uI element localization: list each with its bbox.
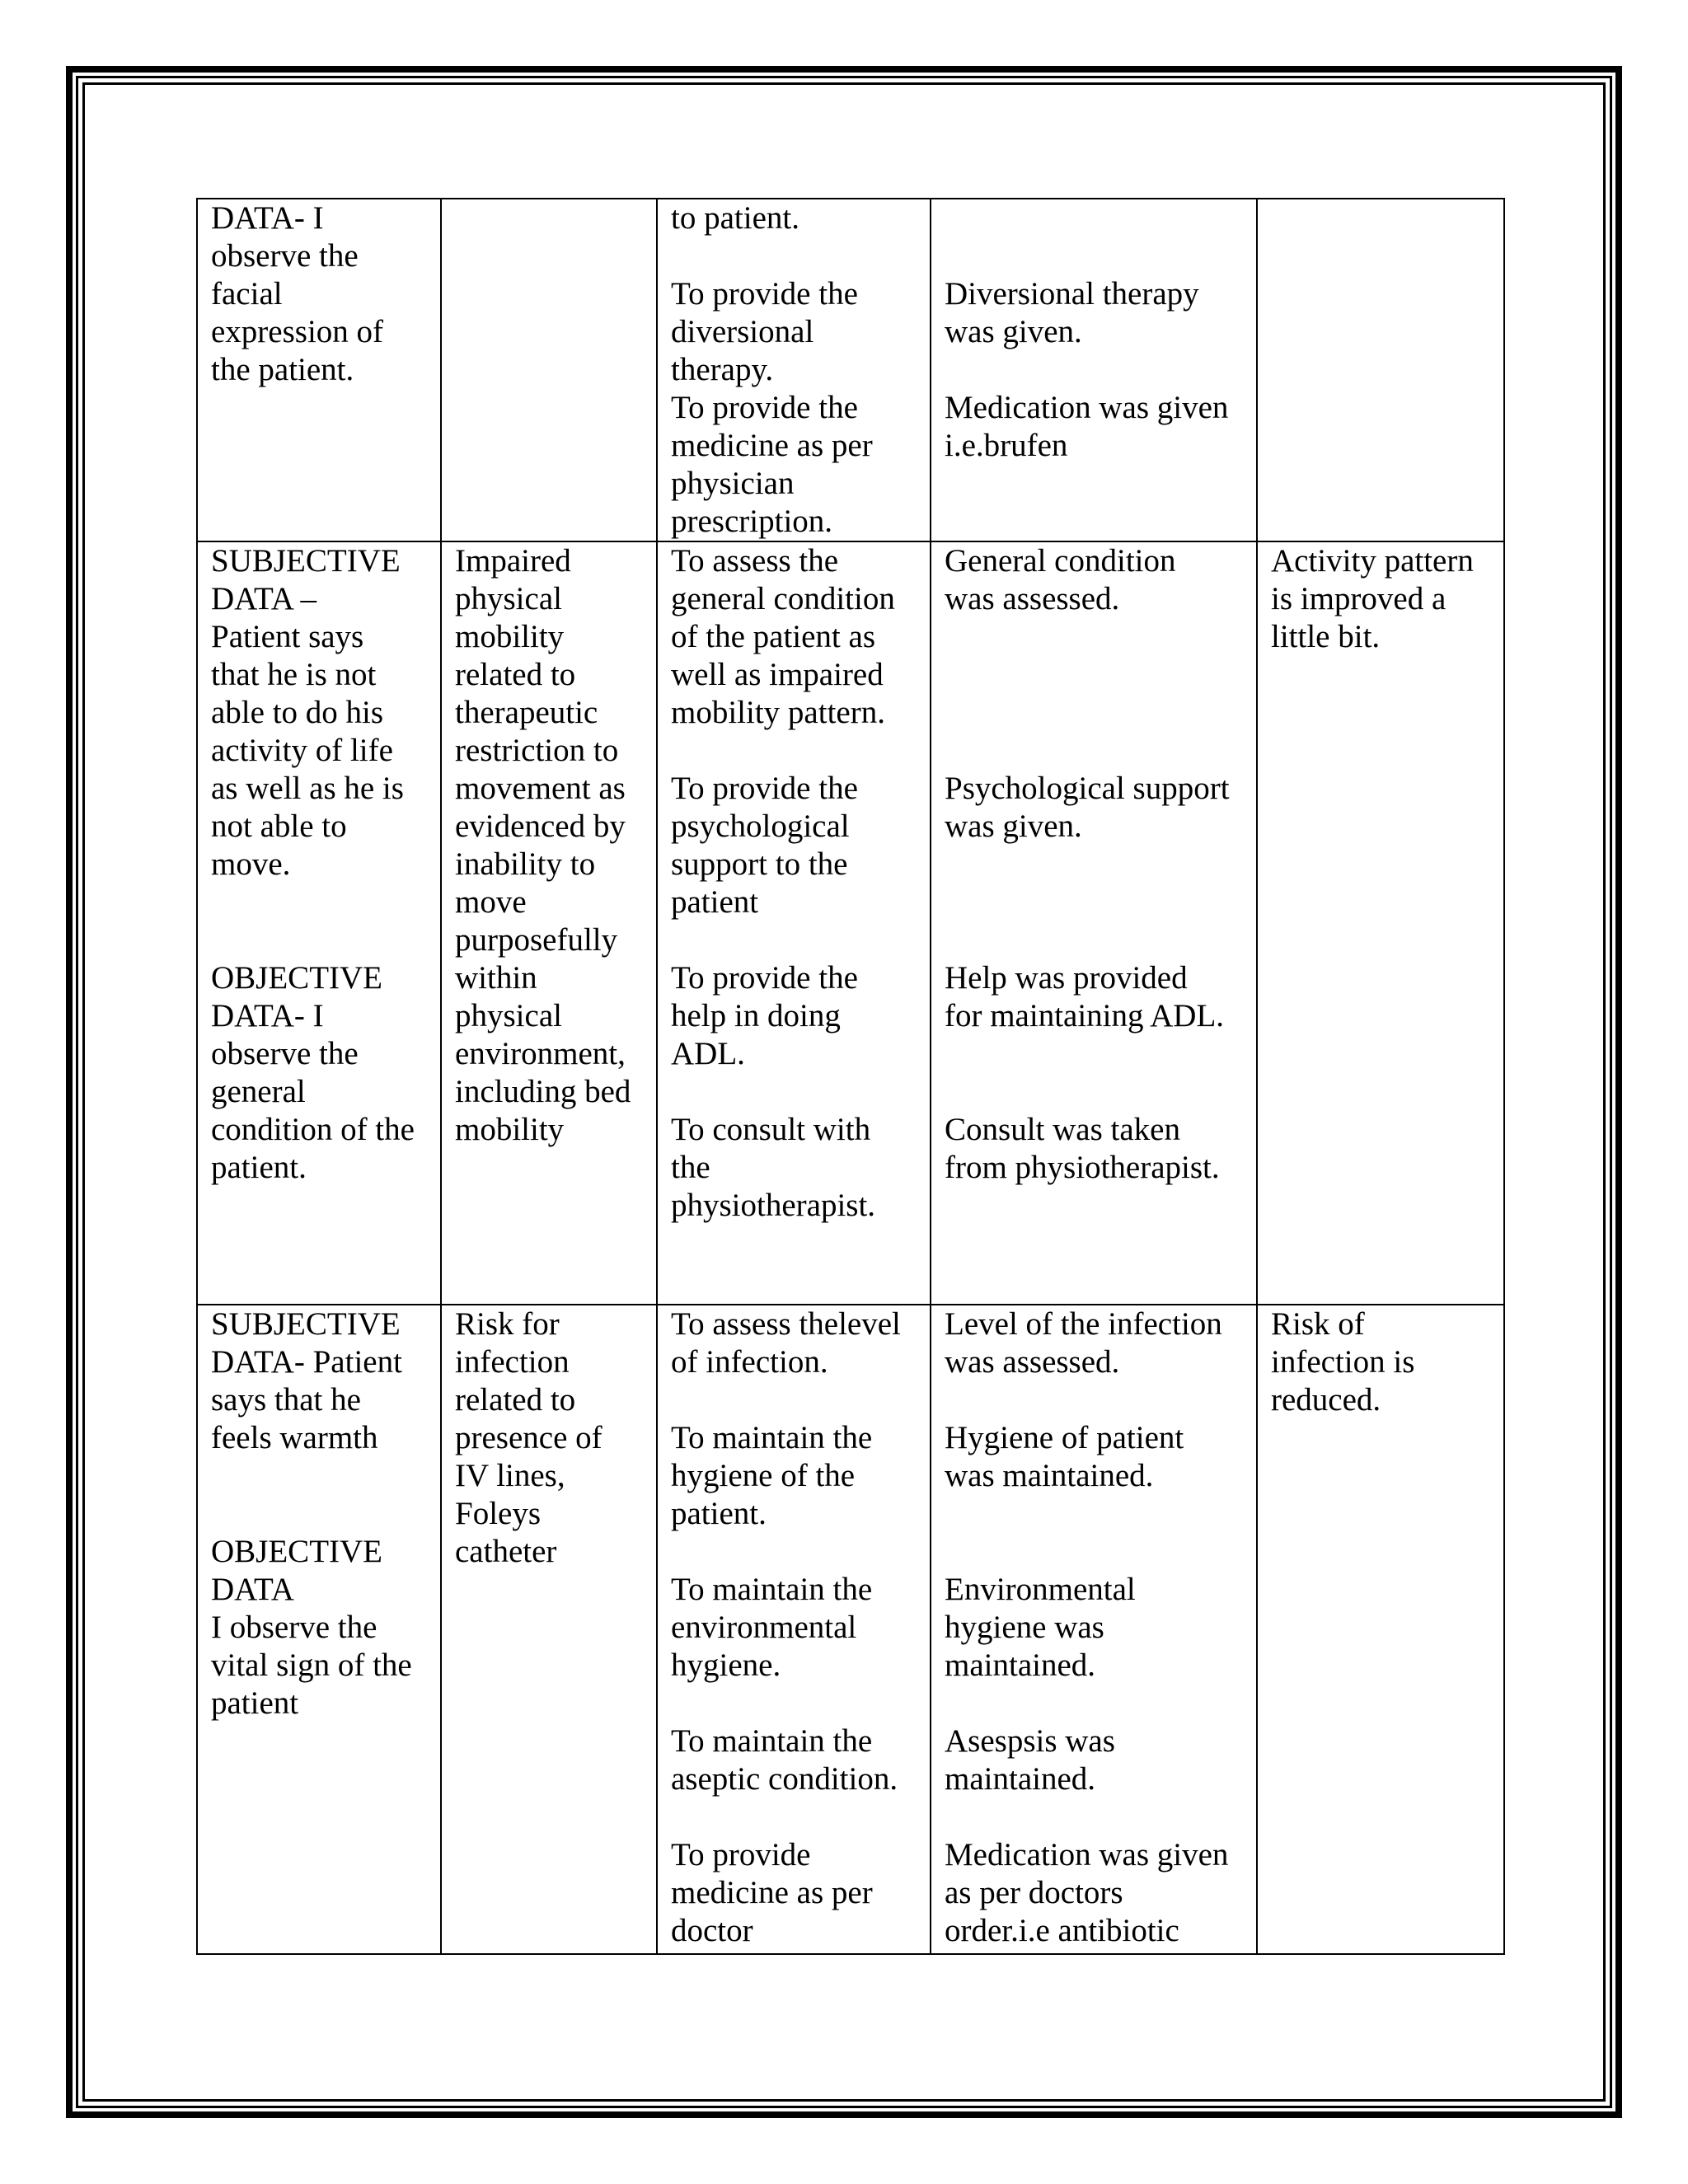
evaluation-cell: [1257, 541, 1504, 1305]
cell-text: To provide the psychological support to the patient: [671, 771, 858, 920]
cell-text: Hygiene of patient was maintained.: [945, 1420, 1184, 1493]
cell-text: Asespsis was maintained.: [945, 1723, 1115, 1797]
cell-text: Consult was taken from physiotherapist.: [945, 1112, 1220, 1185]
cell-text: Activity pattern is improved a little bit.: [1271, 543, 1474, 654]
cell-text: Impaired physical mobility related to therapeutic restriction to movement as evidenced by inability to move purposefully within physical environment, including bed mobility: [455, 543, 631, 1147]
assessment-cell: [197, 199, 441, 541]
diagnosis-cell: [441, 199, 657, 541]
diagnosis-cell: [441, 1305, 657, 1954]
intervention-cell: [657, 1305, 931, 1954]
cell-text: To maintain the aseptic condition.: [671, 1723, 898, 1797]
assessment-cell: [197, 1305, 441, 1954]
cell-text: Medication was given i.e.brufen: [945, 390, 1229, 463]
cell-text: DATA- I observe the facial expression of the patient.: [211, 200, 384, 387]
cell-text: Risk for infection related to presence of IV lines, Foleys catheter: [455, 1306, 603, 1569]
table-row: [197, 541, 1504, 1305]
table-row: [197, 1305, 1504, 1954]
cell-text: SUBJECTIVE DATA- Patient says that he feels warmth: [211, 1306, 402, 1455]
cell-text: General condition was assessed.: [945, 543, 1176, 616]
cell-text: To provide medicine as per doctor: [671, 1837, 873, 1948]
cell-text: To provide the diversional therapy. To provide the medicine as per physician prescription.: [671, 276, 873, 539]
cell-text: to patient.: [671, 200, 799, 236]
evaluation-cell: [1257, 1305, 1504, 1954]
cell-text: OBJECTIVE DATA- I observe the general condition of the patient.: [211, 960, 415, 1185]
diagnosis-cell: [441, 541, 657, 1305]
intervention-cell: [657, 541, 931, 1305]
cell-text: To assess the general condition of the patient as well as impaired mobility pattern.: [671, 543, 895, 730]
implementation-cell: [931, 1305, 1257, 1954]
cell-text: Diversional therapy was given.: [945, 276, 1199, 349]
cell-text: To assess thelevel of infection.: [671, 1306, 901, 1380]
cell-text: SUBJECTIVE DATA – Patient says that he is not able to do his activity of life as well as he is not able to move.: [211, 543, 404, 882]
cell-text: Medication was given as per doctors order.i.e antibiotic: [945, 1837, 1229, 1948]
cell-text: To consult with the physiotherapist.: [671, 1112, 876, 1223]
cell-text: Level of the infection was assessed.: [945, 1306, 1222, 1380]
cell-text: Psychological support was given.: [945, 771, 1230, 844]
cell-text: Risk of infection is reduced.: [1271, 1306, 1415, 1418]
cell-text: To provide the help in doing ADL.: [671, 960, 858, 1071]
cell-text: Environmental hygiene was maintained.: [945, 1572, 1136, 1683]
evaluation-cell: [1257, 199, 1504, 541]
implementation-cell: [931, 541, 1257, 1305]
table-row: [197, 199, 1504, 541]
cell-text: OBJECTIVE DATA I observe the vital sign of the patient: [211, 1534, 412, 1721]
implementation-cell: [931, 199, 1257, 541]
cell-text: To maintain the environmental hygiene.: [671, 1572, 873, 1683]
intervention-cell: [657, 199, 931, 541]
cell-text: To maintain the hygiene of the patient.: [671, 1420, 873, 1531]
cell-text: Help was provided for maintaining ADL.: [945, 960, 1225, 1033]
assessment-cell: [197, 541, 441, 1305]
nursing-care-plan-table: [196, 198, 1505, 1955]
